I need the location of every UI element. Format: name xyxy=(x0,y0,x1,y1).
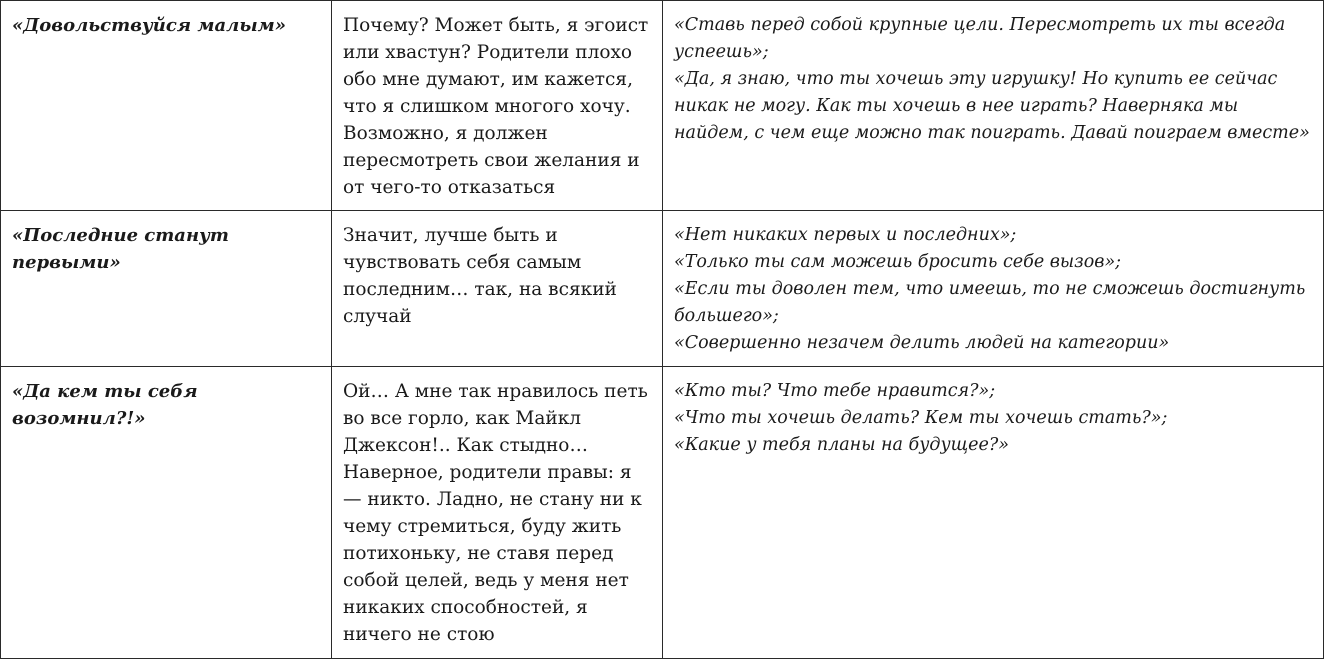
alternative-line: «Если ты доволен тем, что имеешь, то не сможешь достигнуть большего»; xyxy=(674,279,1306,326)
alternatives-cell xyxy=(663,1,1324,211)
alternatives-cell xyxy=(663,367,1324,659)
alternatives-list xyxy=(674,222,1313,357)
phrase-cell xyxy=(1,1,332,211)
phrase-text: «Довольствуйся малым» xyxy=(12,15,286,36)
table-row xyxy=(1,367,1324,659)
alternative-line: «Да, я знаю, что ты хочешь эту игрушку! Но купить ее сейчас никак не могу. Как ты хочешь в нее играть? Наверняка мы найдем, с чем еще можно так поиграть. Давай поиграем вместе» xyxy=(674,69,1310,143)
alternatives-list xyxy=(674,378,1313,459)
table-row xyxy=(1,211,1324,367)
thought-text: Почему? Может быть, я эгоист или хвастун? Родители плохо обо мне думают, им кажется, что я слишком многого хочу. Возможно, я должен пересмотреть свои желания и от чего-то отказаться xyxy=(343,15,649,198)
alternatives-cell xyxy=(663,211,1324,367)
alternative-line: «Только ты сам можешь бросить себе вызов»; xyxy=(674,252,1122,272)
thought-cell xyxy=(332,211,663,367)
alternatives-list xyxy=(674,12,1313,147)
thought-cell xyxy=(332,1,663,211)
alternative-line: «Какие у тебя планы на будущее?» xyxy=(674,435,1009,455)
phrase-cell xyxy=(1,211,332,367)
table-row xyxy=(1,1,1324,211)
alternative-line: «Кто ты? Что тебе нравится?»; xyxy=(674,381,996,401)
alternative-line: «Нет никаких первых и последних»; xyxy=(674,225,1017,245)
thought-cell xyxy=(332,367,663,659)
phrase-text: «Да кем ты себя возомнил?!» xyxy=(12,381,198,429)
alternative-line: «Ставь перед собой крупные цели. Пересмотреть их ты всегда успеешь»; xyxy=(674,15,1286,62)
alternative-line: «Совершенно незачем делить людей на категории» xyxy=(674,333,1170,353)
phrase-text: «Последние станут первыми» xyxy=(12,225,229,273)
alternative-line: «Что ты хочешь делать? Кем ты хочешь стать?»; xyxy=(674,408,1168,428)
thought-text: Значит, лучше быть и чувствовать себя самым последним… так, на всякий случай xyxy=(343,225,617,327)
thought-text: Ой… А мне так нравилось петь во все горло, как Майкл Джексон!.. Как стыдно… Наверное, родители правы: я — никто. Ладно, не стану ни к чему стремиться, буду жить потихоньку, не ставя перед собой целей, ведь у меня нет никаких способностей, я ничего не стою xyxy=(343,381,648,645)
phrase-cell xyxy=(1,367,332,659)
